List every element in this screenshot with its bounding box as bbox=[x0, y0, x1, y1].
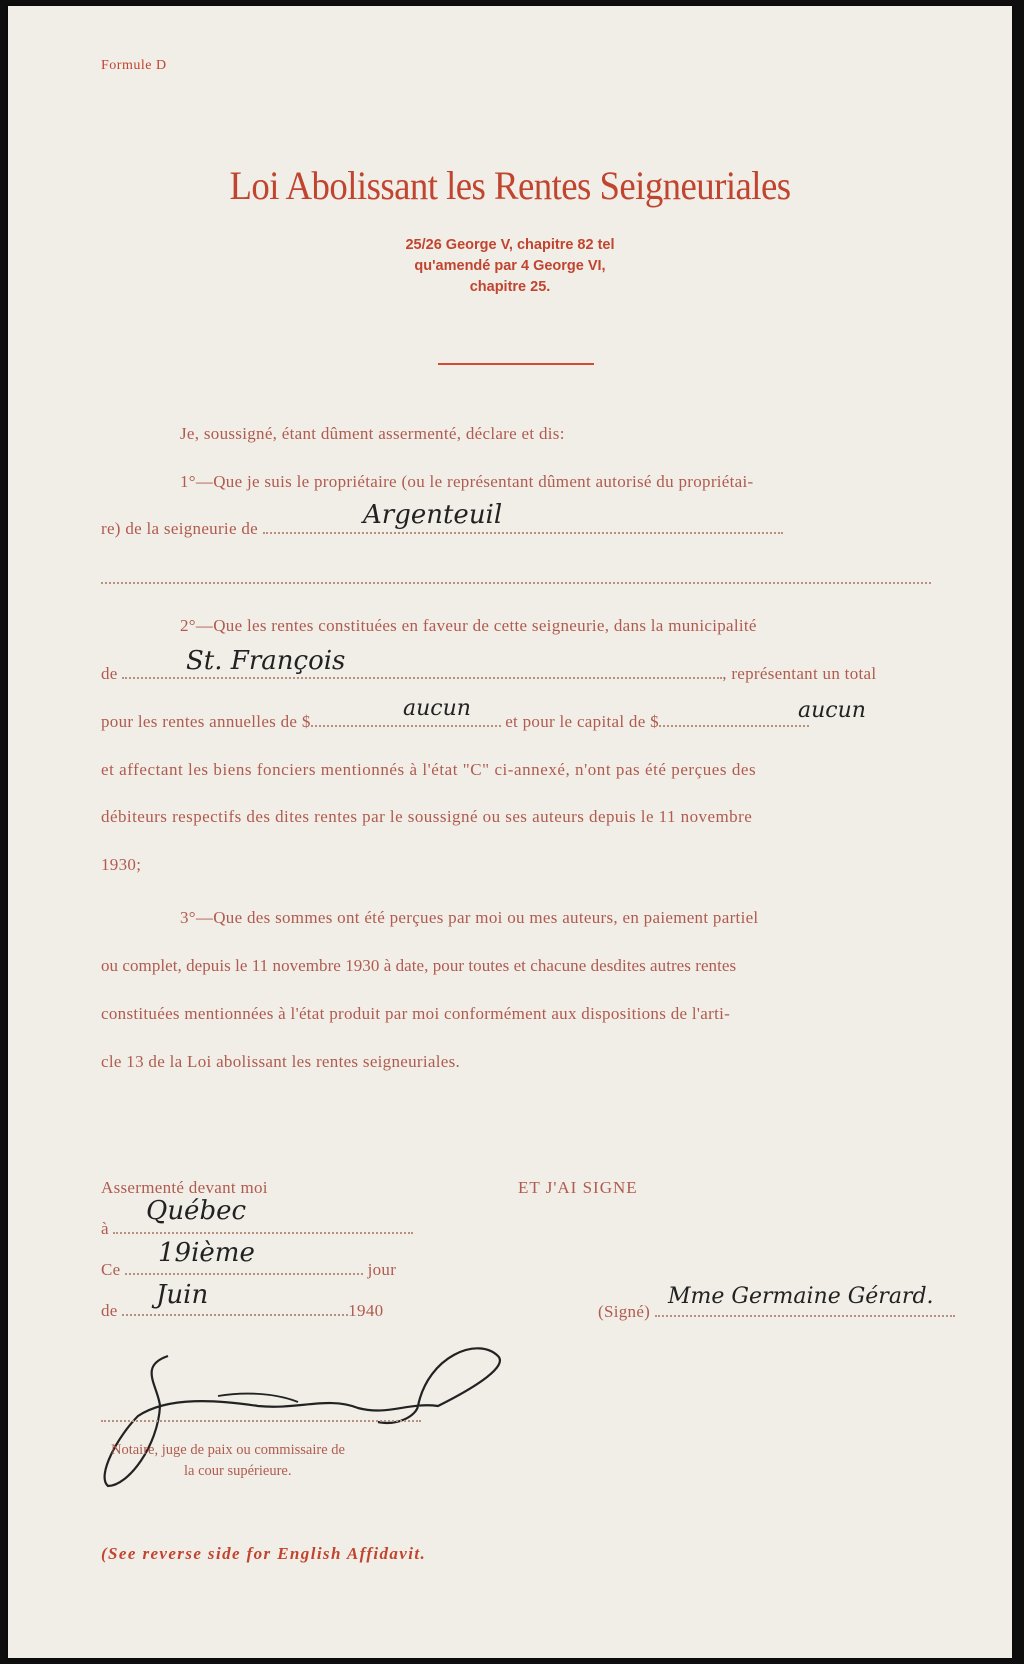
paragraph-2-line-4: et affectant les biens fonciers mentionnés à l'état "C" ci-annexé, n'ont pas été perçues des bbox=[101, 760, 757, 779]
municipalite-handwritten: St. François bbox=[186, 646, 346, 676]
notary-signature-line bbox=[101, 1408, 421, 1427]
paragraph-2-line-1: 2°—Que les rentes constituées en faveur de cette seigneurie, dans la municipalité bbox=[180, 616, 757, 635]
lieu-label: à bbox=[101, 1219, 109, 1238]
reverse-side-note: (See reverse side for English Affidavit. bbox=[101, 1544, 427, 1563]
et-jai-signe-label: ET J'AI SIGNE bbox=[518, 1178, 638, 1197]
paragraph-3-line-3: constituées mentionnées à l'état produit par moi conformément aux dispositions de l'arti- bbox=[101, 1004, 731, 1023]
document-title: Loi Abolissant les Rentes Seigneuriales bbox=[229, 163, 791, 208]
subtitle-line-3: chapitre 25. bbox=[469, 279, 551, 295]
paragraph-1-line-1: 1°—Que je suis le propriétaire (ou le représentant dûment autorisé du propriétai- bbox=[180, 472, 754, 491]
mois-handwritten: Juin bbox=[156, 1280, 209, 1310]
notary-title-line-2: la cour supérieure. bbox=[184, 1463, 292, 1479]
mois-line bbox=[101, 1301, 383, 1321]
document-subtitle bbox=[8, 235, 1012, 298]
notary-title-line-1: Notaire, juge de paix ou commissaire de bbox=[111, 1442, 345, 1458]
capital-field-line bbox=[659, 713, 809, 727]
seigneurie-field-line bbox=[263, 520, 783, 534]
seigneurie-label: re) de la seigneurie de bbox=[101, 519, 258, 538]
document-sheet bbox=[8, 6, 1012, 1658]
annee-label: 1940 bbox=[348, 1301, 384, 1320]
capital-label: et pour le capital de $ bbox=[505, 712, 659, 731]
rentes-handwritten: aucun bbox=[403, 696, 471, 721]
capital-handwritten: aucun bbox=[798, 698, 866, 723]
ce-label: Ce bbox=[101, 1260, 121, 1279]
jour-handwritten: 19ième bbox=[158, 1238, 255, 1268]
form-number: Formule D bbox=[101, 58, 167, 73]
municipalite-label: de bbox=[101, 664, 118, 683]
intro-text: Je, soussigné, étant dûment assermenté, déclare et dis: bbox=[180, 424, 565, 443]
paragraph-2-line-6: 1930; bbox=[101, 855, 142, 874]
signataire-handwritten: Mme Germaine Gérard. bbox=[668, 1284, 934, 1309]
assermente-label: Assermenté devant moi bbox=[101, 1178, 268, 1197]
total-text: , représentant un total bbox=[722, 664, 877, 683]
signe-label: (Signé) bbox=[598, 1302, 651, 1321]
paragraph-3-line-2: ou complet, depuis le 11 novembre 1930 à date, pour toutes et chacune desdites autres rentes bbox=[101, 956, 737, 975]
seigneurie-handwritten: Argenteuil bbox=[363, 500, 503, 530]
subtitle-line-2: qu'amendé par 4 George VI, bbox=[414, 258, 606, 274]
blank-dotted-line bbox=[101, 570, 931, 589]
jour-label: jour bbox=[367, 1260, 397, 1279]
subtitle-line-1: 25/26 George V, chapitre 82 tel bbox=[405, 237, 615, 253]
rentes-label: pour les rentes annuelles de $ bbox=[101, 712, 311, 731]
paragraph-3-line-1: 3°—Que des sommes ont été perçues par moi ou mes auteurs, en paiement partiel bbox=[180, 908, 759, 927]
de-label: de bbox=[101, 1301, 118, 1320]
lieu-handwritten: Québec bbox=[146, 1196, 247, 1226]
paragraph-3-line-4: cle 13 de la Loi abolissant les rentes seigneuriales. bbox=[101, 1052, 461, 1071]
paragraph-2-line-5: débiteurs respectifs des dites rentes par le soussigné ou ses auteurs depuis le 11 novembre bbox=[101, 807, 753, 826]
title-divider bbox=[438, 363, 594, 365]
